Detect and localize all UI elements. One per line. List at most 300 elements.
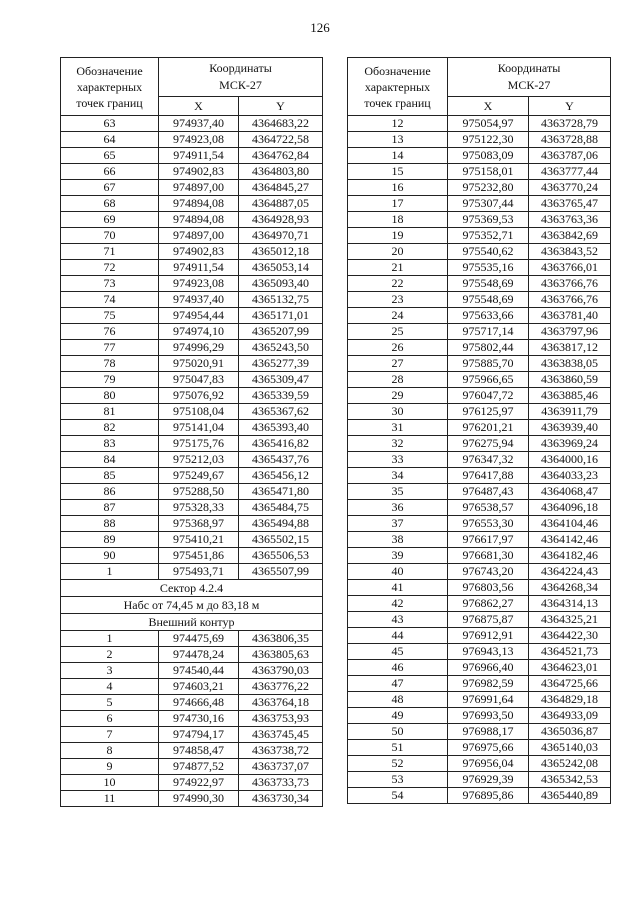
point-number: 65 bbox=[61, 148, 159, 164]
coord-x: 974954,44 bbox=[159, 308, 239, 324]
point-number: 4 bbox=[61, 679, 159, 695]
point-number: 81 bbox=[61, 404, 159, 420]
point-number: 11 bbox=[61, 791, 159, 807]
header-label-cell bbox=[348, 58, 448, 116]
point-number: 89 bbox=[61, 532, 159, 548]
table-row bbox=[348, 132, 611, 148]
table-row bbox=[348, 324, 611, 340]
coord-y: 4365132,75 bbox=[239, 292, 323, 308]
point-number: 72 bbox=[61, 260, 159, 276]
table-row bbox=[348, 420, 611, 436]
table-row bbox=[348, 644, 611, 660]
table-row bbox=[348, 292, 611, 308]
coord-x: 976803,56 bbox=[448, 580, 529, 596]
coord-x: 975633,66 bbox=[448, 308, 529, 324]
coord-y: 4364142,46 bbox=[529, 532, 611, 548]
table-row bbox=[61, 324, 323, 340]
coord-x: 974666,48 bbox=[159, 695, 239, 711]
coord-y: 4365243,50 bbox=[239, 340, 323, 356]
coord-x: 976047,72 bbox=[448, 388, 529, 404]
table-row bbox=[61, 484, 323, 500]
point-number: 20 bbox=[348, 244, 448, 260]
header-x: X bbox=[159, 97, 239, 116]
left-rows-b bbox=[61, 631, 323, 807]
table-row bbox=[348, 260, 611, 276]
coord-y: 4365484,75 bbox=[239, 500, 323, 516]
coord-x: 974897,00 bbox=[159, 180, 239, 196]
table-row bbox=[348, 580, 611, 596]
coord-y: 4365393,40 bbox=[239, 420, 323, 436]
coord-y: 4364725,66 bbox=[529, 676, 611, 692]
table-row bbox=[348, 548, 611, 564]
coord-x: 974911,54 bbox=[159, 148, 239, 164]
table-row bbox=[61, 308, 323, 324]
coord-x: 975548,69 bbox=[448, 292, 529, 308]
table-row bbox=[348, 356, 611, 372]
point-number: 50 bbox=[348, 724, 448, 740]
point-number: 46 bbox=[348, 660, 448, 676]
table-row bbox=[61, 516, 323, 532]
coord-x: 976912,91 bbox=[448, 628, 529, 644]
point-number: 38 bbox=[348, 532, 448, 548]
table-row bbox=[61, 404, 323, 420]
point-number: 80 bbox=[61, 388, 159, 404]
point-number: 66 bbox=[61, 164, 159, 180]
table-row bbox=[61, 356, 323, 372]
point-number: 8 bbox=[61, 743, 159, 759]
coord-y: 4363806,35 bbox=[239, 631, 323, 647]
coord-x: 976991,64 bbox=[448, 692, 529, 708]
coord-x: 976875,87 bbox=[448, 612, 529, 628]
coord-y: 4364970,71 bbox=[239, 228, 323, 244]
coord-x: 976125,97 bbox=[448, 404, 529, 420]
table-row bbox=[61, 420, 323, 436]
coord-y: 4363764,18 bbox=[239, 695, 323, 711]
coord-y: 4363885,46 bbox=[529, 388, 611, 404]
point-number: 73 bbox=[61, 276, 159, 292]
header-label: Обозначение характерных точек границ bbox=[364, 63, 431, 110]
coord-y: 4363728,88 bbox=[529, 132, 611, 148]
table-row bbox=[348, 116, 611, 132]
point-number: 52 bbox=[348, 756, 448, 772]
sector-contour-label: Внешний контур bbox=[61, 614, 323, 631]
sector-title: Сектор 4.2.4 bbox=[61, 580, 323, 597]
point-number: 78 bbox=[61, 356, 159, 372]
coord-y: 4364325,21 bbox=[529, 612, 611, 628]
table-row bbox=[348, 708, 611, 724]
coord-y: 4365437,76 bbox=[239, 452, 323, 468]
coord-y: 4364845,27 bbox=[239, 180, 323, 196]
header-y: Y bbox=[239, 97, 323, 116]
point-number: 44 bbox=[348, 628, 448, 644]
point-number: 24 bbox=[348, 308, 448, 324]
table-row bbox=[348, 164, 611, 180]
table-row bbox=[61, 276, 323, 292]
table-row bbox=[348, 564, 611, 580]
coord-y: 4364182,46 bbox=[529, 548, 611, 564]
header-coords-title: Координаты bbox=[209, 61, 272, 75]
point-number: 83 bbox=[61, 436, 159, 452]
point-number: 45 bbox=[348, 644, 448, 660]
point-number: 23 bbox=[348, 292, 448, 308]
coord-y: 4363860,59 bbox=[529, 372, 611, 388]
coord-y: 4363776,22 bbox=[239, 679, 323, 695]
coord-x: 974894,08 bbox=[159, 196, 239, 212]
table-row bbox=[61, 196, 323, 212]
table-row bbox=[61, 452, 323, 468]
coord-x: 976538,57 bbox=[448, 500, 529, 516]
coord-x: 974922,97 bbox=[159, 775, 239, 791]
coord-x: 974923,08 bbox=[159, 276, 239, 292]
point-number: 71 bbox=[61, 244, 159, 260]
coordinates-table-left bbox=[60, 57, 323, 807]
table-row bbox=[348, 308, 611, 324]
coord-y: 4365309,47 bbox=[239, 372, 323, 388]
coord-x: 975054,97 bbox=[448, 116, 529, 132]
coord-x: 976275,94 bbox=[448, 436, 529, 452]
point-number: 10 bbox=[61, 775, 159, 791]
coord-x: 976347,32 bbox=[448, 452, 529, 468]
coord-y: 4365093,40 bbox=[239, 276, 323, 292]
coord-y: 4363730,34 bbox=[239, 791, 323, 807]
table-row bbox=[61, 244, 323, 260]
table-row bbox=[348, 244, 611, 260]
table-row bbox=[348, 484, 611, 500]
table-row bbox=[61, 132, 323, 148]
coord-y: 4365494,88 bbox=[239, 516, 323, 532]
table-row bbox=[348, 196, 611, 212]
point-number: 25 bbox=[348, 324, 448, 340]
coord-x: 974894,08 bbox=[159, 212, 239, 228]
coord-y: 4365012,18 bbox=[239, 244, 323, 260]
point-number: 5 bbox=[61, 695, 159, 711]
table-row bbox=[61, 260, 323, 276]
table-row bbox=[61, 148, 323, 164]
table-row bbox=[348, 276, 611, 292]
table-row bbox=[61, 727, 323, 743]
coord-y: 4363745,45 bbox=[239, 727, 323, 743]
table-row bbox=[61, 663, 323, 679]
point-number: 76 bbox=[61, 324, 159, 340]
coordinates-table-right bbox=[347, 57, 611, 804]
coord-y: 4363765,47 bbox=[529, 196, 611, 212]
coord-x: 975885,70 bbox=[448, 356, 529, 372]
coord-x: 976943,13 bbox=[448, 644, 529, 660]
coord-y: 4364000,16 bbox=[529, 452, 611, 468]
coord-x: 975369,53 bbox=[448, 212, 529, 228]
coord-x: 974475,69 bbox=[159, 631, 239, 647]
point-number: 7 bbox=[61, 727, 159, 743]
point-number: 90 bbox=[61, 548, 159, 564]
table-row bbox=[348, 788, 611, 804]
table-row bbox=[348, 660, 611, 676]
point-number: 6 bbox=[61, 711, 159, 727]
header-coords-system: МСК-27 bbox=[507, 78, 551, 92]
coord-x: 975540,62 bbox=[448, 244, 529, 260]
coord-x: 975249,67 bbox=[159, 468, 239, 484]
coord-x: 975288,50 bbox=[159, 484, 239, 500]
table-row bbox=[61, 500, 323, 516]
coord-x: 976956,04 bbox=[448, 756, 529, 772]
point-number: 26 bbox=[348, 340, 448, 356]
coord-y: 4364033,23 bbox=[529, 468, 611, 484]
coord-y: 4365036,87 bbox=[529, 724, 611, 740]
coord-y: 4365140,03 bbox=[529, 740, 611, 756]
table-row bbox=[348, 404, 611, 420]
coord-y: 4364268,34 bbox=[529, 580, 611, 596]
coord-y: 4365502,15 bbox=[239, 532, 323, 548]
point-number: 22 bbox=[348, 276, 448, 292]
table-row bbox=[61, 775, 323, 791]
coord-y: 4365342,53 bbox=[529, 772, 611, 788]
table-row bbox=[61, 340, 323, 356]
coord-y: 4364521,73 bbox=[529, 644, 611, 660]
table-row bbox=[348, 468, 611, 484]
point-number: 63 bbox=[61, 116, 159, 132]
coord-x: 974937,40 bbox=[159, 292, 239, 308]
point-number: 41 bbox=[348, 580, 448, 596]
coord-x: 974937,40 bbox=[159, 116, 239, 132]
point-number: 18 bbox=[348, 212, 448, 228]
point-number: 16 bbox=[348, 180, 448, 196]
coord-x: 976617,97 bbox=[448, 532, 529, 548]
coord-x: 975410,21 bbox=[159, 532, 239, 548]
point-number: 21 bbox=[348, 260, 448, 276]
coord-y: 4363777,44 bbox=[529, 164, 611, 180]
coord-y: 4363790,03 bbox=[239, 663, 323, 679]
point-number: 28 bbox=[348, 372, 448, 388]
coord-x: 976929,39 bbox=[448, 772, 529, 788]
section-block bbox=[61, 580, 323, 631]
coord-x: 974603,21 bbox=[159, 679, 239, 695]
coord-x: 975083,09 bbox=[448, 148, 529, 164]
table-row bbox=[348, 628, 611, 644]
coord-y: 4364104,46 bbox=[529, 516, 611, 532]
header-label-cell bbox=[61, 58, 159, 116]
coord-x: 975368,97 bbox=[159, 516, 239, 532]
point-number: 49 bbox=[348, 708, 448, 724]
coord-y: 4363939,40 bbox=[529, 420, 611, 436]
coord-x: 974478,24 bbox=[159, 647, 239, 663]
table-row bbox=[348, 740, 611, 756]
table-row bbox=[61, 647, 323, 663]
table-row bbox=[348, 388, 611, 404]
point-number: 27 bbox=[348, 356, 448, 372]
coord-x: 975020,91 bbox=[159, 356, 239, 372]
point-number: 68 bbox=[61, 196, 159, 212]
coord-y: 4364933,09 bbox=[529, 708, 611, 724]
table-row bbox=[61, 468, 323, 484]
point-number: 47 bbox=[348, 676, 448, 692]
coord-y: 4365506,53 bbox=[239, 548, 323, 564]
coord-x: 975212,03 bbox=[159, 452, 239, 468]
header-label: Обозначение характерных точек границ bbox=[76, 63, 143, 110]
point-number: 1 bbox=[61, 564, 159, 580]
table-row bbox=[61, 564, 323, 580]
coord-y: 4364829,18 bbox=[529, 692, 611, 708]
coord-x: 975175,76 bbox=[159, 436, 239, 452]
left-rows-a bbox=[61, 116, 323, 580]
coord-x: 975966,65 bbox=[448, 372, 529, 388]
point-number: 9 bbox=[61, 759, 159, 775]
table-row bbox=[348, 148, 611, 164]
table-row bbox=[348, 180, 611, 196]
table-row bbox=[61, 791, 323, 807]
coord-x: 975451,86 bbox=[159, 548, 239, 564]
table-row bbox=[348, 596, 611, 612]
table-row bbox=[61, 532, 323, 548]
table-row bbox=[348, 676, 611, 692]
table-row bbox=[61, 759, 323, 775]
point-number: 54 bbox=[348, 788, 448, 804]
table-row bbox=[61, 548, 323, 564]
coord-x: 976743,20 bbox=[448, 564, 529, 580]
coord-x: 976487,43 bbox=[448, 484, 529, 500]
table-row bbox=[61, 372, 323, 388]
coord-y: 4365339,59 bbox=[239, 388, 323, 404]
table-row bbox=[61, 679, 323, 695]
coord-x: 974996,29 bbox=[159, 340, 239, 356]
coord-x: 975158,01 bbox=[448, 164, 529, 180]
table-row bbox=[61, 743, 323, 759]
point-number: 77 bbox=[61, 340, 159, 356]
point-number: 86 bbox=[61, 484, 159, 500]
header-y: Y bbox=[529, 97, 611, 116]
point-number: 69 bbox=[61, 212, 159, 228]
coord-y: 4363766,01 bbox=[529, 260, 611, 276]
coord-y: 4364623,01 bbox=[529, 660, 611, 676]
coord-y: 4365053,14 bbox=[239, 260, 323, 276]
header-coords-system: МСК-27 bbox=[219, 78, 262, 92]
coord-x: 974730,16 bbox=[159, 711, 239, 727]
coord-y: 4363817,12 bbox=[529, 340, 611, 356]
coord-y: 4363766,76 bbox=[529, 276, 611, 292]
coord-x: 976201,21 bbox=[448, 420, 529, 436]
right-rows bbox=[348, 116, 611, 804]
coord-x: 976862,27 bbox=[448, 596, 529, 612]
coord-x: 975328,33 bbox=[159, 500, 239, 516]
coord-x: 976993,50 bbox=[448, 708, 529, 724]
coord-y: 4363911,79 bbox=[529, 404, 611, 420]
point-number: 1 bbox=[61, 631, 159, 647]
table-row bbox=[348, 516, 611, 532]
point-number: 64 bbox=[61, 132, 159, 148]
coord-x: 975548,69 bbox=[448, 276, 529, 292]
coord-x: 974897,00 bbox=[159, 228, 239, 244]
coord-x: 974902,83 bbox=[159, 244, 239, 260]
coord-x: 975535,16 bbox=[448, 260, 529, 276]
coord-x: 974877,52 bbox=[159, 759, 239, 775]
coord-y: 4364422,30 bbox=[529, 628, 611, 644]
table-row bbox=[61, 292, 323, 308]
table-row bbox=[348, 228, 611, 244]
coord-x: 976553,30 bbox=[448, 516, 529, 532]
point-number: 74 bbox=[61, 292, 159, 308]
coord-x: 974974,10 bbox=[159, 324, 239, 340]
table-row bbox=[348, 724, 611, 740]
coord-x: 975108,04 bbox=[159, 404, 239, 420]
coord-y: 4364314,13 bbox=[529, 596, 611, 612]
coord-y: 4363842,69 bbox=[529, 228, 611, 244]
point-number: 67 bbox=[61, 180, 159, 196]
coord-x: 975141,04 bbox=[159, 420, 239, 436]
coord-x: 975047,83 bbox=[159, 372, 239, 388]
point-number: 2 bbox=[61, 647, 159, 663]
table-row bbox=[348, 372, 611, 388]
table-row bbox=[348, 452, 611, 468]
table-row bbox=[348, 772, 611, 788]
coord-x: 975076,92 bbox=[159, 388, 239, 404]
coord-y: 4365416,82 bbox=[239, 436, 323, 452]
coord-y: 4363843,52 bbox=[529, 244, 611, 260]
coord-x: 976417,88 bbox=[448, 468, 529, 484]
coord-y: 4365507,99 bbox=[239, 564, 323, 580]
coord-x: 976975,66 bbox=[448, 740, 529, 756]
table-row bbox=[61, 436, 323, 452]
coord-y: 4363770,24 bbox=[529, 180, 611, 196]
coord-x: 975122,30 bbox=[448, 132, 529, 148]
coord-x: 975717,14 bbox=[448, 324, 529, 340]
table-row bbox=[348, 212, 611, 228]
coord-x: 974923,08 bbox=[159, 132, 239, 148]
point-number: 85 bbox=[61, 468, 159, 484]
table-row bbox=[348, 532, 611, 548]
point-number: 29 bbox=[348, 388, 448, 404]
point-number: 70 bbox=[61, 228, 159, 244]
coord-y: 4364887,05 bbox=[239, 196, 323, 212]
point-number: 42 bbox=[348, 596, 448, 612]
point-number: 19 bbox=[348, 228, 448, 244]
point-number: 31 bbox=[348, 420, 448, 436]
point-number: 48 bbox=[348, 692, 448, 708]
point-number: 40 bbox=[348, 564, 448, 580]
point-number: 36 bbox=[348, 500, 448, 516]
coord-x: 974902,83 bbox=[159, 164, 239, 180]
point-number: 3 bbox=[61, 663, 159, 679]
table-row bbox=[61, 212, 323, 228]
coord-y: 4364722,58 bbox=[239, 132, 323, 148]
coord-x: 974858,47 bbox=[159, 743, 239, 759]
point-number: 30 bbox=[348, 404, 448, 420]
table-row bbox=[348, 500, 611, 516]
coord-y: 4365277,39 bbox=[239, 356, 323, 372]
coord-y: 4363969,24 bbox=[529, 436, 611, 452]
table-row bbox=[61, 711, 323, 727]
coord-y: 4363766,76 bbox=[529, 292, 611, 308]
coord-y: 4365207,99 bbox=[239, 324, 323, 340]
point-number: 43 bbox=[348, 612, 448, 628]
coord-x: 976966,40 bbox=[448, 660, 529, 676]
table-row bbox=[348, 692, 611, 708]
coord-x: 974794,17 bbox=[159, 727, 239, 743]
point-number: 88 bbox=[61, 516, 159, 532]
coord-x: 975802,44 bbox=[448, 340, 529, 356]
coord-x: 976895,86 bbox=[448, 788, 529, 804]
header-coords-cell bbox=[448, 58, 611, 97]
coord-y: 4364803,80 bbox=[239, 164, 323, 180]
coord-y: 4363838,05 bbox=[529, 356, 611, 372]
point-number: 53 bbox=[348, 772, 448, 788]
coord-y: 4364224,43 bbox=[529, 564, 611, 580]
coord-y: 4364762,84 bbox=[239, 148, 323, 164]
coord-x: 974911,54 bbox=[159, 260, 239, 276]
coord-x: 975493,71 bbox=[159, 564, 239, 580]
point-number: 51 bbox=[348, 740, 448, 756]
table-row bbox=[61, 116, 323, 132]
coord-y: 4365367,62 bbox=[239, 404, 323, 420]
table-row bbox=[61, 388, 323, 404]
header-coords-cell bbox=[159, 58, 323, 97]
